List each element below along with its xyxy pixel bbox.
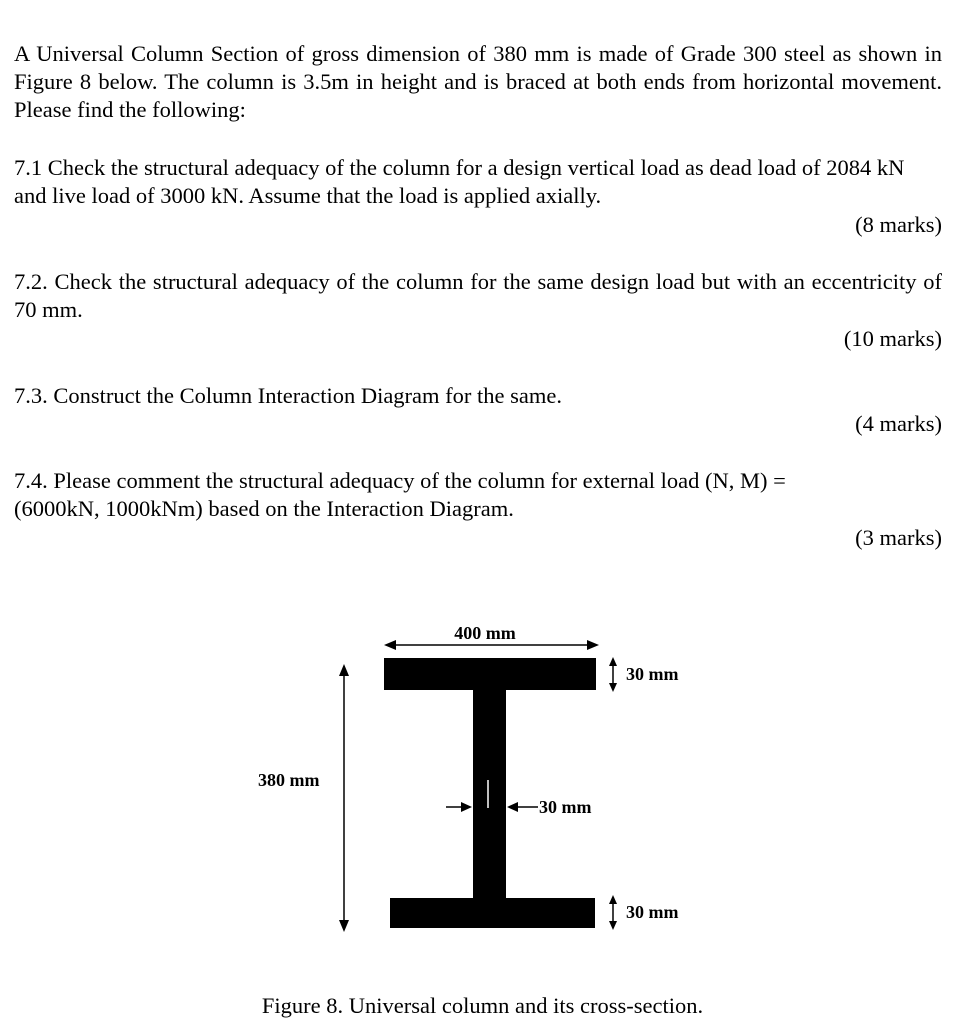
figure-caption: Figure 8. Universal column and its cross-section. xyxy=(261,993,704,1018)
bottom-flange xyxy=(390,898,595,928)
bottom-flange-arrow-up-icon xyxy=(609,895,617,904)
question-7-1: 7.1 Check the structural adequacy of the column for a design vertical load as dead load of 2084 kN and live load of 3000 kN. Assume that the load is applied axially. xyxy=(14,155,905,208)
width-arrow-left-icon xyxy=(384,640,396,650)
web-arrow-left-icon xyxy=(507,802,518,812)
question-7-3: 7.3. Construct the Column Interaction Diagram for the same. xyxy=(14,383,562,408)
marks-7-3: (4 marks) xyxy=(855,411,942,436)
marks-7-1: (8 marks) xyxy=(855,212,942,237)
top-flange xyxy=(384,658,596,690)
top-flange-label: 30 mm xyxy=(626,664,679,684)
width-label: 400 mm xyxy=(454,623,516,643)
question-7-4: 7.4. Please comment the structural adequacy of the column for external load (N, M) = (6000kN, 1000kNm) based on the Interaction Diagram. xyxy=(14,468,786,521)
height-arrow-up-icon xyxy=(339,664,349,676)
height-label: 380 mm xyxy=(258,770,320,790)
bottom-flange-arrow-down-icon xyxy=(609,921,617,930)
bottom-flange-label: 30 mm xyxy=(626,902,679,922)
top-flange-arrow-down-icon xyxy=(609,683,617,692)
web-arrow-right-icon xyxy=(461,802,472,812)
width-arrow-right-icon xyxy=(587,640,599,650)
marks-7-2: (10 marks) xyxy=(843,326,942,351)
height-arrow-down-icon xyxy=(339,920,349,932)
web-label: 30 mm xyxy=(539,797,592,817)
web xyxy=(473,688,506,900)
question-7-2: 7.2. Check the structural adequacy of the column for the same design load but with an eccentricity of 70 mm. xyxy=(14,269,942,322)
intro-paragraph: A Universal Column Section of gross dimension of 380 mm is made of Grade 300 steel as shown in Figure 8 below. The column is 3.5m in height and is braced at both ends from horizontal movement. Please find the following: xyxy=(14,41,942,122)
top-flange-arrow-up-icon xyxy=(609,657,617,666)
marks-7-4: (3 marks) xyxy=(855,525,942,550)
